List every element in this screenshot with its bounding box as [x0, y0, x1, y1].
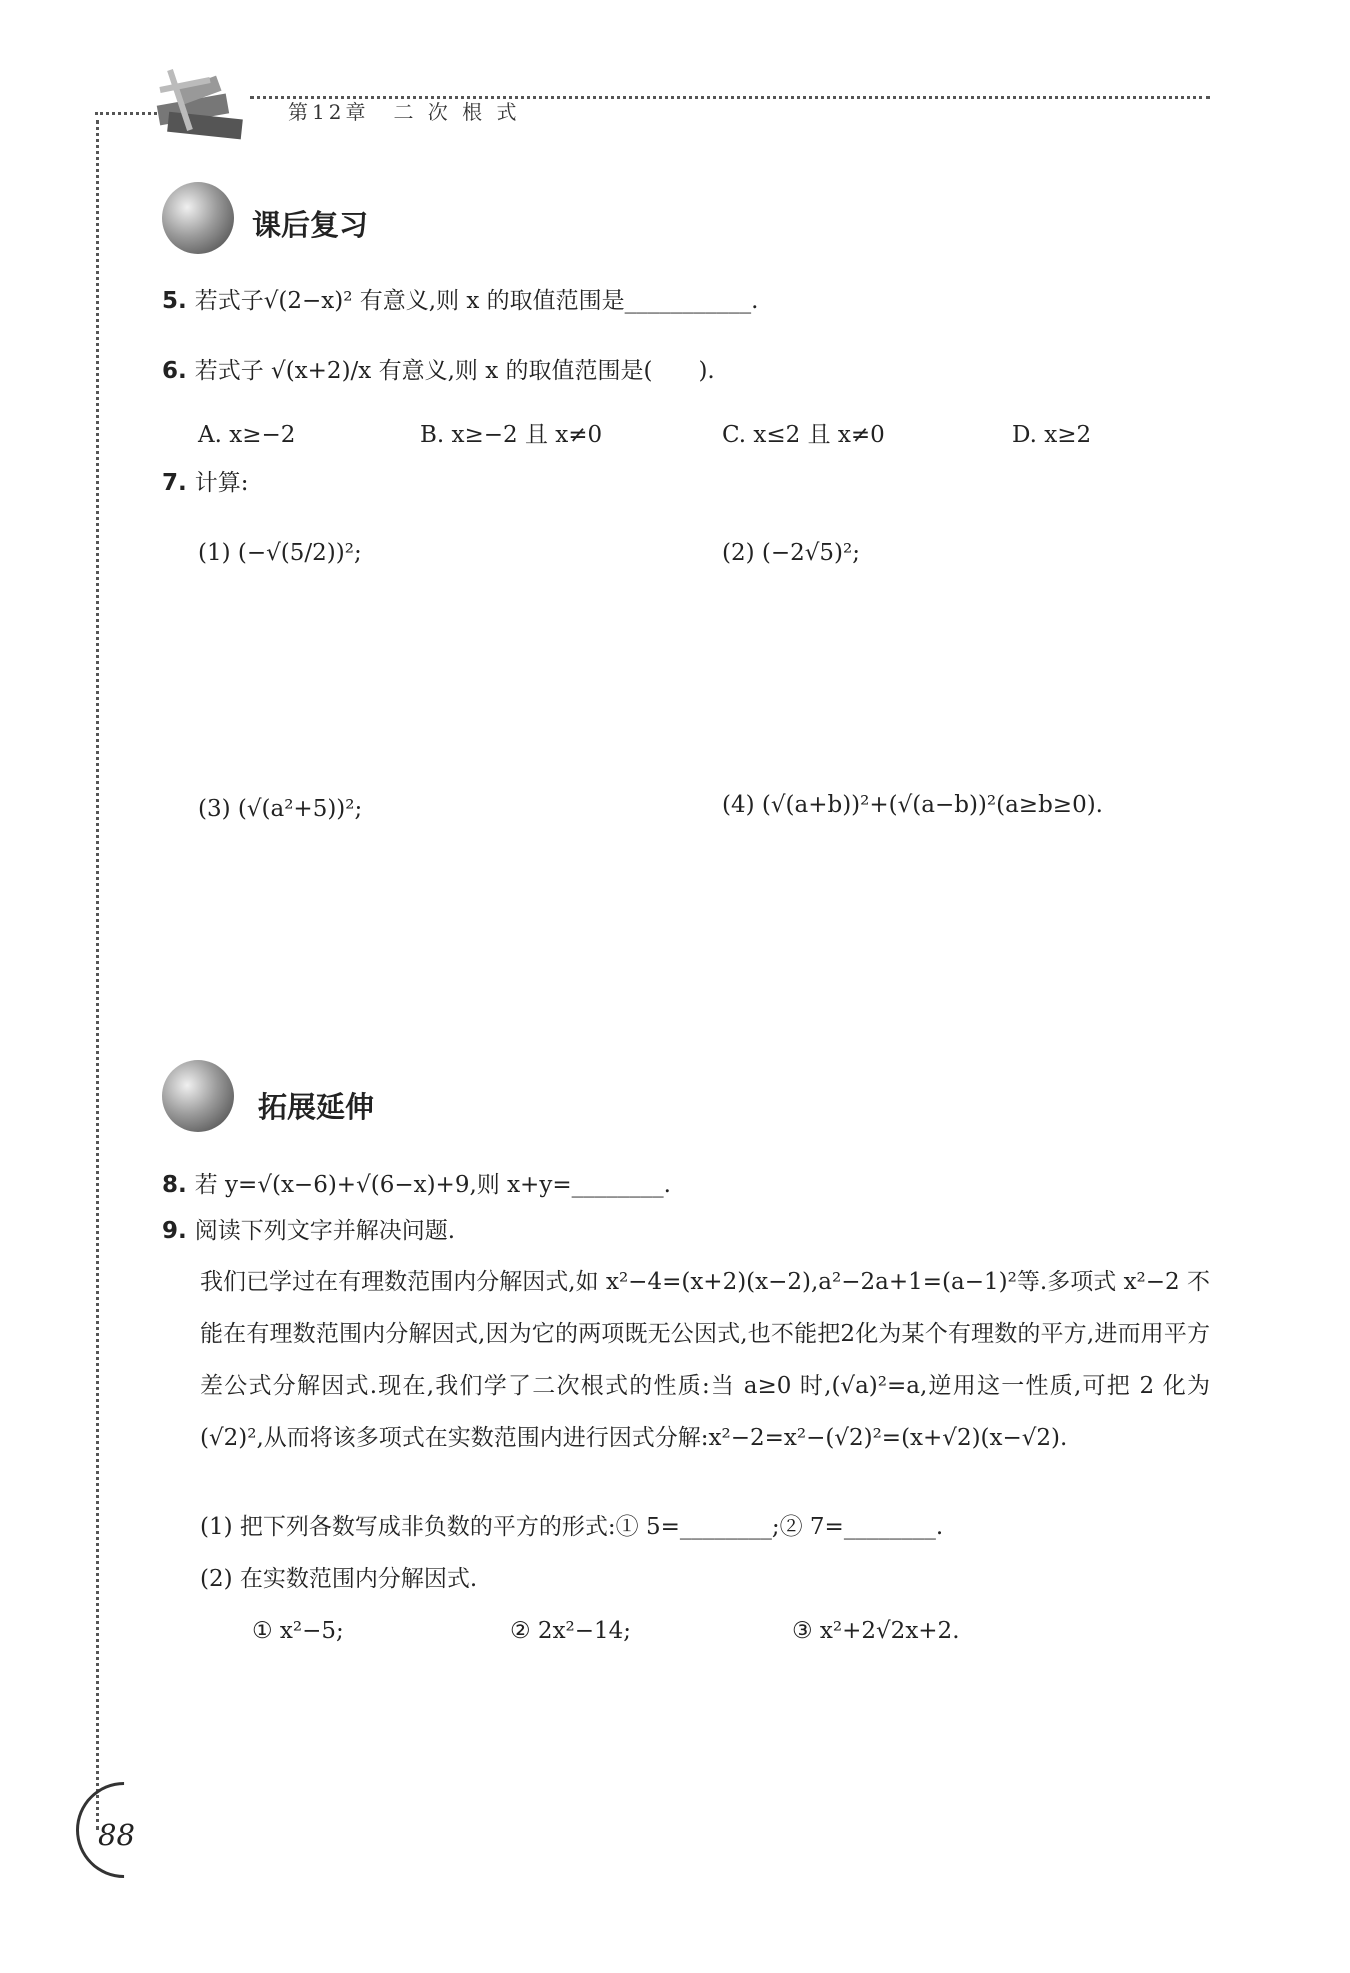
- question-number: 9.: [162, 1218, 187, 1244]
- question-6: [162, 354, 715, 388]
- globe-icon: [162, 1060, 234, 1132]
- page-number: 88: [98, 1818, 135, 1852]
- globe-icon: [162, 182, 234, 254]
- chapter-title: 第12章 二 次 根 式: [288, 100, 521, 124]
- question-number: 5.: [162, 288, 187, 314]
- option-c: C. x≤2 且 x≠0: [722, 422, 885, 448]
- question-5: [162, 284, 758, 318]
- q7-part-4: (4) (√(a+b))²+(√(a−b))²(a≥b≥0).: [722, 792, 1103, 818]
- q7-part-1: (1) (−√(5/2))²;: [198, 540, 362, 566]
- question-number: 7.: [162, 470, 187, 496]
- question-text: 若式子√(2−x)² 有意义,则 x 的取值范围是___________.: [194, 288, 759, 314]
- q9-item-1: ① x²−5;: [252, 1618, 344, 1644]
- question-7: [162, 466, 249, 500]
- question-text: 若 y=√(x−6)+√(6−x)+9,则 x+y=________.: [194, 1172, 671, 1198]
- option-b: B. x≥−2 且 x≠0: [420, 422, 603, 448]
- section-title-extend: 拓展延伸: [258, 1090, 375, 1124]
- margin-dotted-rule: [96, 120, 99, 1830]
- q7-part-2: (2) (−2√5)²;: [722, 540, 860, 566]
- question-9: [162, 1214, 455, 1248]
- q9-item-3: ③ x²+2√2x+2.: [792, 1618, 960, 1644]
- question-text: 若式子 √(x+2)/x 有意义,则 x 的取值范围是( ).: [194, 358, 715, 384]
- question-number: 8.: [162, 1172, 187, 1198]
- q9-sub-2: (2) 在实数范围内分解因式.: [200, 1566, 478, 1592]
- question-8: [162, 1168, 671, 1202]
- section-title-review: 课后复习: [252, 208, 369, 242]
- option-d: D. x≥2: [1012, 422, 1092, 448]
- question-number: 6.: [162, 358, 187, 384]
- book-stack-logo-icon: [150, 60, 250, 150]
- question-text: 计算:: [194, 470, 249, 496]
- q9-reading-paragraph: 我们已学过在有理数范围内分解因式,如 x²−4=(x+2)(x−2),a²−2a+1=(a−1)²等.多项式 x²−2 不能在有理数范围内分解因式,因为它的两项既无公因式,也不能把2化为某个有理数的平方,进而用平方差公式分解因式.现在,我们学了二次根式的性质:当 a≥0 时,(√a)²=a,逆用这一性质,可把 2 化为(√2)²,从而将该多项式在实数范围内进行因式分解:x²−2=x²−(√2)²=(x+√2)(x−√2).: [200, 1269, 1210, 1451]
- question-text: 阅读下列文字并解决问题.: [194, 1218, 456, 1244]
- q9-sub-1: (1) 把下列各数写成非负数的平方的形式:① 5=________;② 7=________.: [200, 1514, 944, 1540]
- q7-part-3: (3) (√(a²+5))²;: [198, 796, 363, 822]
- q9-item-2: ② 2x²−14;: [510, 1618, 632, 1644]
- option-a: A. x≥−2: [198, 422, 296, 448]
